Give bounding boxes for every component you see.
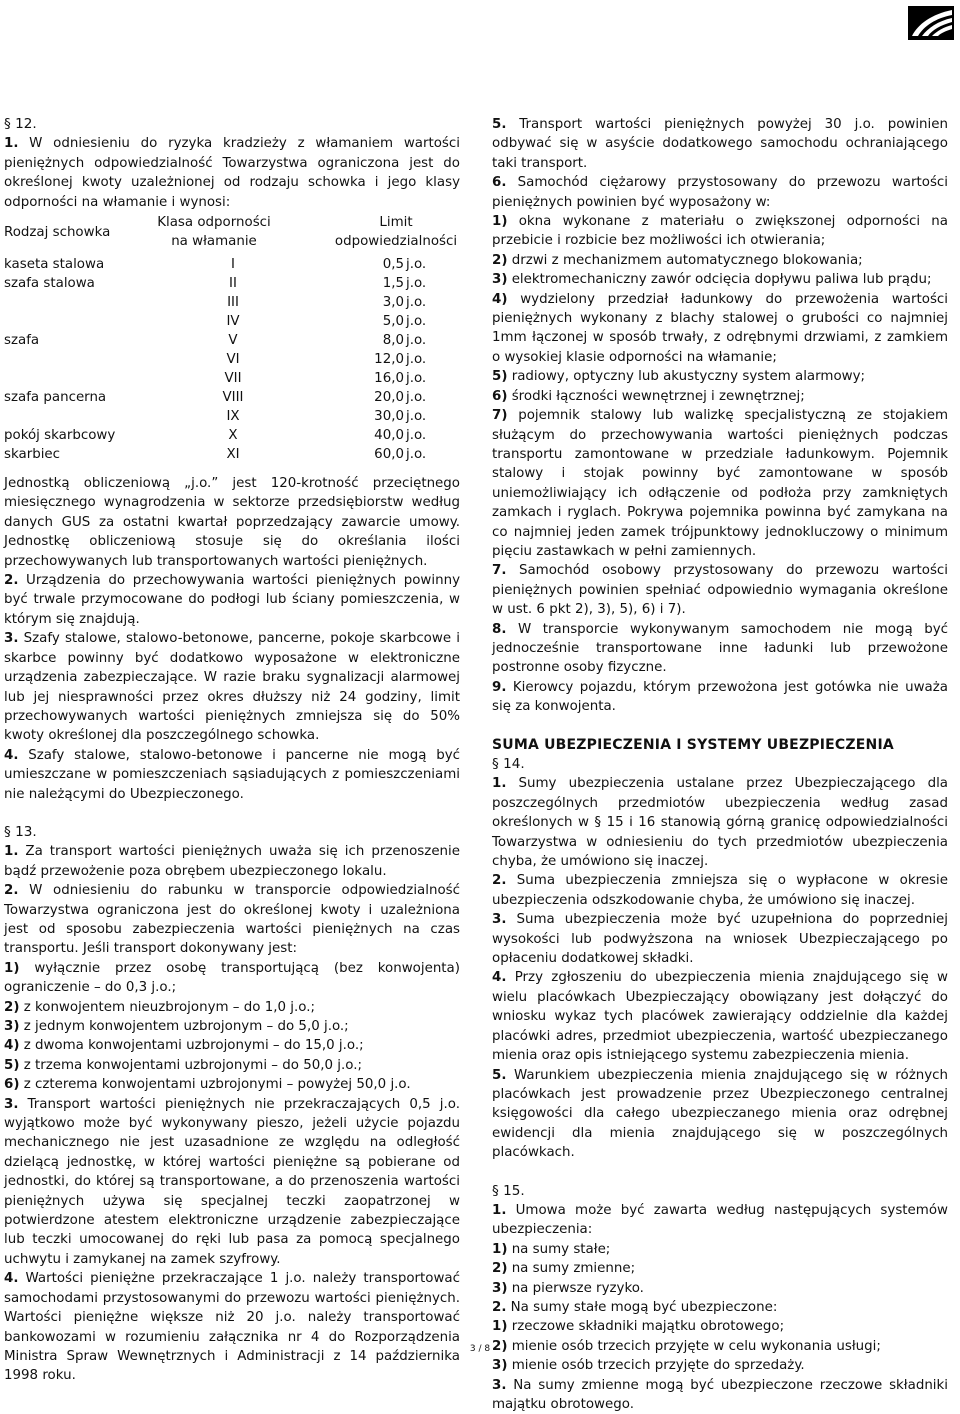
item-number: 2)	[492, 252, 508, 268]
safe-type-cell: szafa	[4, 333, 40, 349]
safe-type-cell: pokój skarbcowy	[4, 428, 116, 444]
item-number: 4.	[4, 747, 19, 763]
list-item-text: Sumy ubezpieczenia ustalane przez Ubezpieczającego dla poszczególnych przedmiotów ubezpieczenia według zasad określonych w § 15 i 16 stanowią górną granicę odpowiedzialności Towarzystwa w odniesieniu do tych przedmiotów ubezpieczenia chyba, że umówiono się inaczej.	[492, 776, 948, 870]
item-number: 4.	[492, 970, 507, 986]
list-item	[4, 1017, 460, 1036]
limit-table-header	[4, 213, 460, 253]
limit-unit-cell: j.o.	[406, 409, 427, 425]
paragraph-text: W transporcie wykonywanym samochodem nie mogą być jednocześnie transportowane inne ładunki lub przewożone postronne osoby fizyczne.	[492, 621, 948, 676]
limit-unit-cell: j.o.	[406, 447, 427, 463]
section-14-paragraphs	[492, 774, 948, 1162]
list-item-text: z jednym konwojentem uzbrojonym – do 5,0 j.o.;	[19, 1019, 349, 1034]
list-item	[492, 270, 948, 289]
list-item-text: wyłącznie przez osobę transportującą (bez konwojenta) ograniczenie – do 0,3 j.o.;	[4, 960, 460, 996]
safe-type-cell: szafa pancerna	[4, 390, 107, 406]
safe-type-cell: skarbiec	[4, 447, 61, 463]
item-number: 2)	[492, 1261, 508, 1277]
table-row	[4, 293, 460, 312]
item-number: 1.	[492, 1202, 507, 1218]
paragraph-15-1	[492, 1201, 948, 1240]
list-item-text: z dwoma konwojentami uzbrojonymi – do 15,0 j.o.;	[19, 1038, 364, 1054]
item-number: 1)	[492, 1319, 508, 1335]
list-item	[492, 1240, 948, 1259]
limit-value-cell: 0,5	[382, 257, 404, 273]
list-item	[4, 998, 460, 1017]
list-item-text: rzeczowe składniki majątku obrotowego;	[507, 1319, 785, 1335]
limit-value-cell: 12,0	[374, 352, 404, 368]
limit-unit-cell: j.o.	[406, 276, 427, 292]
table-row	[4, 255, 460, 274]
limit-unit-cell: j.o.	[406, 314, 427, 330]
section-15-heading: § 15.	[492, 1182, 525, 1199]
item-number: 3.	[492, 1377, 507, 1393]
list-item	[492, 871, 948, 910]
resistance-class-cell: IV	[226, 314, 240, 330]
paragraph-text: Szafy stalowe, stalowo-betonowe, pancerne, pokoje skarbcowe i skarbce powinny być dodatkowo wyposażone w elektroniczne urządzenia zabezpieczające. W razie braku sygnalizacji alarmowej lub jej niesprawności przez okres dłuższy niż 24 godziny, limit przechowywanych wartości pieniężnych zmniejsza się do 50% kwoty określonej dla poszczególnego schowka.	[4, 631, 460, 744]
list-item	[492, 387, 948, 406]
list-item-text: środki łączności wewnętrznej i zewnętrznej;	[507, 388, 805, 404]
item-number: 4.	[4, 1271, 19, 1287]
page-number: 3 / 8	[469, 1344, 491, 1354]
resistance-class-cell: XI	[226, 447, 240, 463]
list-item-text: Suma ubezpieczenia może być uzupełniona do poprzedniej wysokości lub podwyższona na wniosek Ubezpieczającego po opłaceniu dodatkowej składki.	[492, 912, 948, 967]
table-row	[4, 331, 460, 350]
resistance-class-cell: VI	[226, 352, 240, 368]
item-number: 3)	[4, 1019, 20, 1034]
item-number: 2)	[4, 999, 20, 1015]
list-item	[492, 212, 948, 251]
column-header-class-l1: Klasa odporności	[157, 215, 271, 231]
right-column	[492, 115, 948, 1414]
limit-unit-cell: j.o.	[406, 295, 427, 311]
paragraph-13-1	[4, 842, 460, 881]
paragraph-13-8	[492, 620, 948, 678]
item-number: 6)	[492, 388, 508, 404]
list-item-text: z konwojentem nieuzbrojonym – do 1,0 j.o.;	[19, 999, 315, 1015]
list-item-text: mienie osób trzecich przyjęte w celu wykonania usługi;	[507, 1338, 881, 1354]
transport-limits-list	[4, 959, 460, 1095]
vehicle-equipment-list	[492, 212, 948, 561]
limit-value-cell: 20,0	[374, 390, 404, 406]
list-item-text: z czterema konwojentami uzbrojonymi – powyżej 50,0 j.o.	[19, 1077, 411, 1093]
list-item	[492, 251, 948, 270]
list-item	[4, 1056, 460, 1075]
paragraph-12-3	[4, 629, 460, 745]
column-header-limit-l1: Limit	[379, 215, 413, 231]
list-item-text: Przy zgłoszeniu do ubezpieczenia mienia znajdującego się w wielu placówkach Ubezpieczający obowiązany jest dołączyć do wniosku wykaz tych placówek zawierający oddzielnie dla każdej placówki adres, przedmiot ubezpieczenia, wartość ubezpieczanego mienia oraz opis istniejącego systemu zabezpieczenia mienia.	[492, 970, 948, 1064]
limit-value-cell: 40,0	[374, 428, 404, 444]
item-number: 9.	[492, 679, 507, 695]
paragraph-12-1	[4, 134, 460, 212]
list-item-text: radiowy, optyczny lub akustyczny system alarmowy;	[507, 369, 866, 385]
limit-unit-cell: j.o.	[406, 352, 427, 368]
paragraph-15-3	[492, 1376, 948, 1414]
list-item	[492, 1356, 948, 1375]
item-number: 3.	[4, 1096, 19, 1112]
paragraph-text: Transport wartości pieniężnych powyżej 30 j.o. powinien odbywać się w asyście dodatkowego samochodu ochraniającego taki transport.	[492, 117, 948, 171]
list-item-text: na sumy stałe;	[507, 1241, 611, 1257]
paragraph-text: Szafy stalowe, stalowo-betonowe i pancerne nie mogą być umieszczane w pomieszczeniach sąsiadujących z pomieszczeniami nie należącymi do Ubezpieczonego.	[4, 747, 460, 802]
table-row	[4, 407, 460, 426]
limit-unit-cell: j.o.	[406, 333, 427, 349]
section-title: SUMA UBEZPIECZENIA I SYSTEMY UBEZPIECZENIA	[492, 736, 894, 753]
item-number: 3.	[492, 912, 507, 928]
list-item	[4, 959, 460, 998]
limit-unit-cell: j.o.	[406, 428, 427, 444]
item-number: 2.	[4, 883, 19, 899]
list-item	[492, 367, 948, 386]
item-number: 5)	[492, 369, 508, 385]
table-row	[4, 388, 460, 407]
column-header-safe-type: Rodzaj schowka	[4, 225, 111, 241]
limit-value-cell: 60,0	[374, 447, 404, 463]
item-number: 2.	[4, 573, 19, 589]
resistance-class-cell: II	[229, 276, 237, 292]
list-item-text: na pierwsze ryzyko.	[507, 1280, 644, 1296]
item-number: 5)	[4, 1057, 20, 1073]
limit-value-cell: 8,0	[382, 333, 404, 349]
item-number: 7)	[492, 408, 508, 424]
item-number: 3.	[4, 631, 19, 647]
list-item	[492, 774, 948, 871]
list-item-text: z trzema konwojentami uzbrojonymi – do 50,0 j.o.;	[19, 1057, 362, 1073]
item-number: 1.	[4, 844, 19, 860]
item-number: 2)	[492, 1338, 508, 1354]
list-item-text: Warunkiem ubezpieczenia mienia znajdującego się w różnych placówkach jest prowadzenie przez Ubezpieczonego centralnej księgowości dla całego ubezpieczanego mienia oraz odrębnej ewidencji dla mienia znajdującego się w poszczególnych placówkach.	[492, 1067, 948, 1161]
paragraph-text: Wartości pieniężne przekraczające 1 j.o. należy transportować samochodami przystosowanymi do przewozu wartości pieniężnych. Wartości pieniężne większe niż 20 j.o. należy transportować bankowozami w rozumieniu załącznika nr 4 do Rozporządzenia Ministra Spraw Wewnętrznych i Administracji z 14 października 1998 roku.	[4, 1271, 460, 1384]
paragraph-13-9	[492, 678, 948, 717]
resistance-class-cell: IX	[226, 409, 240, 425]
item-number: 1)	[4, 960, 20, 976]
resistance-class-cell: VIII	[222, 390, 244, 406]
limit-unit-cell: j.o.	[406, 390, 427, 406]
limit-value-cell: 1,5	[382, 276, 404, 292]
item-number: 2.	[492, 873, 507, 889]
list-item	[492, 1279, 948, 1298]
item-number: 3)	[492, 1280, 508, 1296]
item-number: 4)	[492, 291, 508, 307]
paragraph-12-2	[4, 571, 460, 629]
table-row	[4, 350, 460, 369]
item-number: 7.	[492, 563, 507, 579]
paragraph-text: Transport wartości pieniężnych nie przekraczających 0,5 j.o. wyjątkowo może być wykonywany pieszo, jeżeli użycie pojazdu mechanicznego nie jest uzasadnione ze względu na odległość dzielącą jednostkę, w której wartości pieniężne są pobierane od jednostki, do której są transportowane, a do przenoszenia wartości pieniężnych używa się specjalnej teczki zaopatrzonej w potwierdzone atestem elektroniczne urządzenie zabezpieczające lub teczki umocowanej do ręki lub pasa za pomocą specjalnego uchwytu i zamykanej na zamek szyfrowy.	[4, 1096, 460, 1267]
list-item	[492, 1259, 948, 1278]
list-item	[492, 1066, 948, 1163]
paragraph-text: Na sumy zmienne mogą być ubezpieczone rzeczowe składniki majątku obrotowego.	[492, 1377, 948, 1412]
resistance-class-cell: I	[231, 257, 235, 273]
calculation-unit-note: Jednostką obliczeniową „j.o.” jest 120-krotność przeciętnego miesięcznego wynagrodzenia w sektorze przedsiębiorstw według danych GUS za ostatni kwartał poprzedzający zawarcie umowy. Jednostkę obliczeniową stosuje się do określania ilości przechowywanych lub transportowanych wartości pieniężnych.	[4, 476, 460, 569]
list-item	[492, 968, 948, 1065]
insurance-systems-list	[492, 1240, 948, 1298]
company-logo-icon	[908, 6, 954, 40]
table-row	[4, 274, 460, 293]
resistance-class-cell: V	[228, 333, 238, 349]
limit-value-cell: 30,0	[374, 409, 404, 425]
list-item	[4, 1075, 460, 1094]
limit-value-cell: 5,0	[382, 314, 404, 330]
table-row	[4, 445, 460, 464]
list-item	[492, 910, 948, 968]
paragraph-13-6	[492, 173, 948, 212]
limit-table-body	[4, 255, 460, 464]
safe-type-cell: kaseta stalowa	[4, 257, 105, 273]
list-item-text: elektromechaniczny zawór odcięcia dopływu paliwa lub prądu;	[507, 272, 932, 288]
list-item-text: Suma ubezpieczenia zmniejsza się o wypłacone w okresie ubezpieczenia odszkodowanie chyba, że umówiono się inaczej.	[492, 873, 948, 908]
item-number: 6)	[4, 1077, 20, 1093]
section-12-heading: § 12.	[4, 116, 37, 132]
paragraph-text: W odniesieniu do ryzyka kradzieży z włamaniem wartości pieniężnych odpowiedzialność Towarzystwa ograniczona jest do określonej kwoty uzależnionej od rodzaju schowka i jego klasy odporności na włamanie i wynosi:	[4, 136, 460, 210]
limit-value-cell: 3,0	[382, 295, 404, 311]
column-header-limit-l2: odpowiedzialności	[334, 234, 458, 250]
item-number: 8.	[492, 621, 507, 637]
item-number: 3)	[492, 1358, 508, 1374]
paragraph-text: Urządzenia do przechowywania wartości pieniężnych powinny być trwale przymocowane do podłogi lub ściany pomieszczenia, w którym się znajdują.	[4, 573, 460, 627]
safe-type-cell: szafa stalowa	[4, 276, 95, 292]
list-item	[492, 290, 948, 368]
limit-unit-cell: j.o.	[406, 257, 427, 273]
paragraph-13-5	[492, 115, 948, 173]
paragraph-text: Za transport wartości pieniężnych uważa się ich przenoszenie bądź przewożenie poza obrębem ubezpieczonego lokalu.	[4, 844, 460, 879]
paragraph-text: Umowa może być zawarta według następujących systemów ubezpieczenia:	[492, 1202, 948, 1238]
list-item	[492, 406, 948, 561]
paragraph-15-2	[492, 1298, 948, 1317]
paragraph-13-2	[4, 881, 460, 959]
table-row	[4, 369, 460, 388]
list-item-text: okna wykonane z materiału o zwiększonej odporności na przebicie i rozbicie bez możliwości ich otwierania;	[492, 214, 948, 249]
limit-unit-cell: j.o.	[406, 371, 427, 387]
resistance-class-cell: X	[228, 428, 238, 444]
table-row	[4, 426, 460, 445]
list-item-text: pojemnik stalowy lub walizkę specjalistyczną ze stojakiem służącym do przechowywania wartości pieniężnych podczas transportu zamontowane w przedziale ładunkowym. Pojemnik stalowy i stojak powinny być zamontowane w sposób uniemożliwiający ich odłączenie od podłoża przy zamkniętych zamkach i ryglach. Pokrywa pojemnika powinna być zamykana na co najmniej jeden zamek trójpunktowy jednokluczowy o minimum pięciu zastawkach w pełni zamiennych.	[492, 408, 948, 559]
paragraph-text: W odniesieniu do rabunku w transporcie odpowiedzialność Towarzystwa ograniczona jest do określonej kwoty i uzależniona jest od sposobu zabezpieczenia wartości pieniężnych na czas transportu. Jeśli transport dokonywany jest:	[4, 883, 460, 957]
paragraph-13-4	[4, 1269, 460, 1385]
left-column	[4, 115, 460, 1386]
paragraph-13-7	[492, 561, 948, 619]
list-item	[492, 1317, 948, 1336]
item-number: 6.	[492, 175, 507, 191]
list-item	[4, 1036, 460, 1055]
item-number: 1.	[492, 776, 507, 792]
paragraph-text: Samochód ciężarowy przystosowany do przewozu wartości pieniężnych powinien być wyposażony w:	[492, 175, 948, 210]
item-number: 1.	[4, 136, 19, 152]
item-number: 4)	[4, 1038, 20, 1054]
section-14-heading: § 14.	[492, 756, 525, 772]
item-number: 2.	[492, 1299, 507, 1315]
limit-value-cell: 16,0	[374, 371, 404, 387]
item-number: 1)	[492, 214, 508, 230]
resistance-class-cell: III	[227, 295, 239, 311]
paragraph-text: Kierowcy pojazdu, którym przewożona jest gotówka nie uważa się za konwojenta.	[492, 679, 948, 715]
item-number: 1)	[492, 1241, 508, 1257]
item-number: 3)	[492, 272, 508, 288]
resistance-class-cell: VII	[224, 371, 242, 387]
list-item-text: mienie osób trzecich przyjęte do sprzedaży.	[507, 1358, 805, 1374]
paragraph-13-3	[4, 1095, 460, 1270]
paragraph-text: Na sumy stałe mogą być ubezpieczone:	[506, 1299, 778, 1315]
section-13-heading: § 13.	[4, 823, 37, 840]
item-number: 5.	[492, 1067, 507, 1083]
paragraph-12-4	[4, 746, 460, 804]
item-number: 5.	[492, 117, 507, 132]
paragraph-text: Samochód osobowy przystosowany do przewozu wartości pieniężnych powinien spełniać odpowiednio wymagania określone w ust. 6 pkt 2), 3), 5), 6) i 7).	[492, 563, 948, 618]
list-item-text: wydzielony przedział ładunkowy do przewożenia wartości pieniężnych wykonany z blachy stalowej o grubości co najmniej 1mm łączonej w sposób trwały, z odrębnymi drzwiami, z zamkiem o wysokiej klasie odporności na włamanie;	[492, 291, 948, 365]
table-row	[4, 312, 460, 331]
list-item-text: drzwi z mechanizmem automatycznego blokowania;	[507, 252, 863, 268]
column-header-class-l2: na włamanie	[171, 234, 257, 250]
list-item-text: na sumy zmienne;	[507, 1261, 636, 1277]
